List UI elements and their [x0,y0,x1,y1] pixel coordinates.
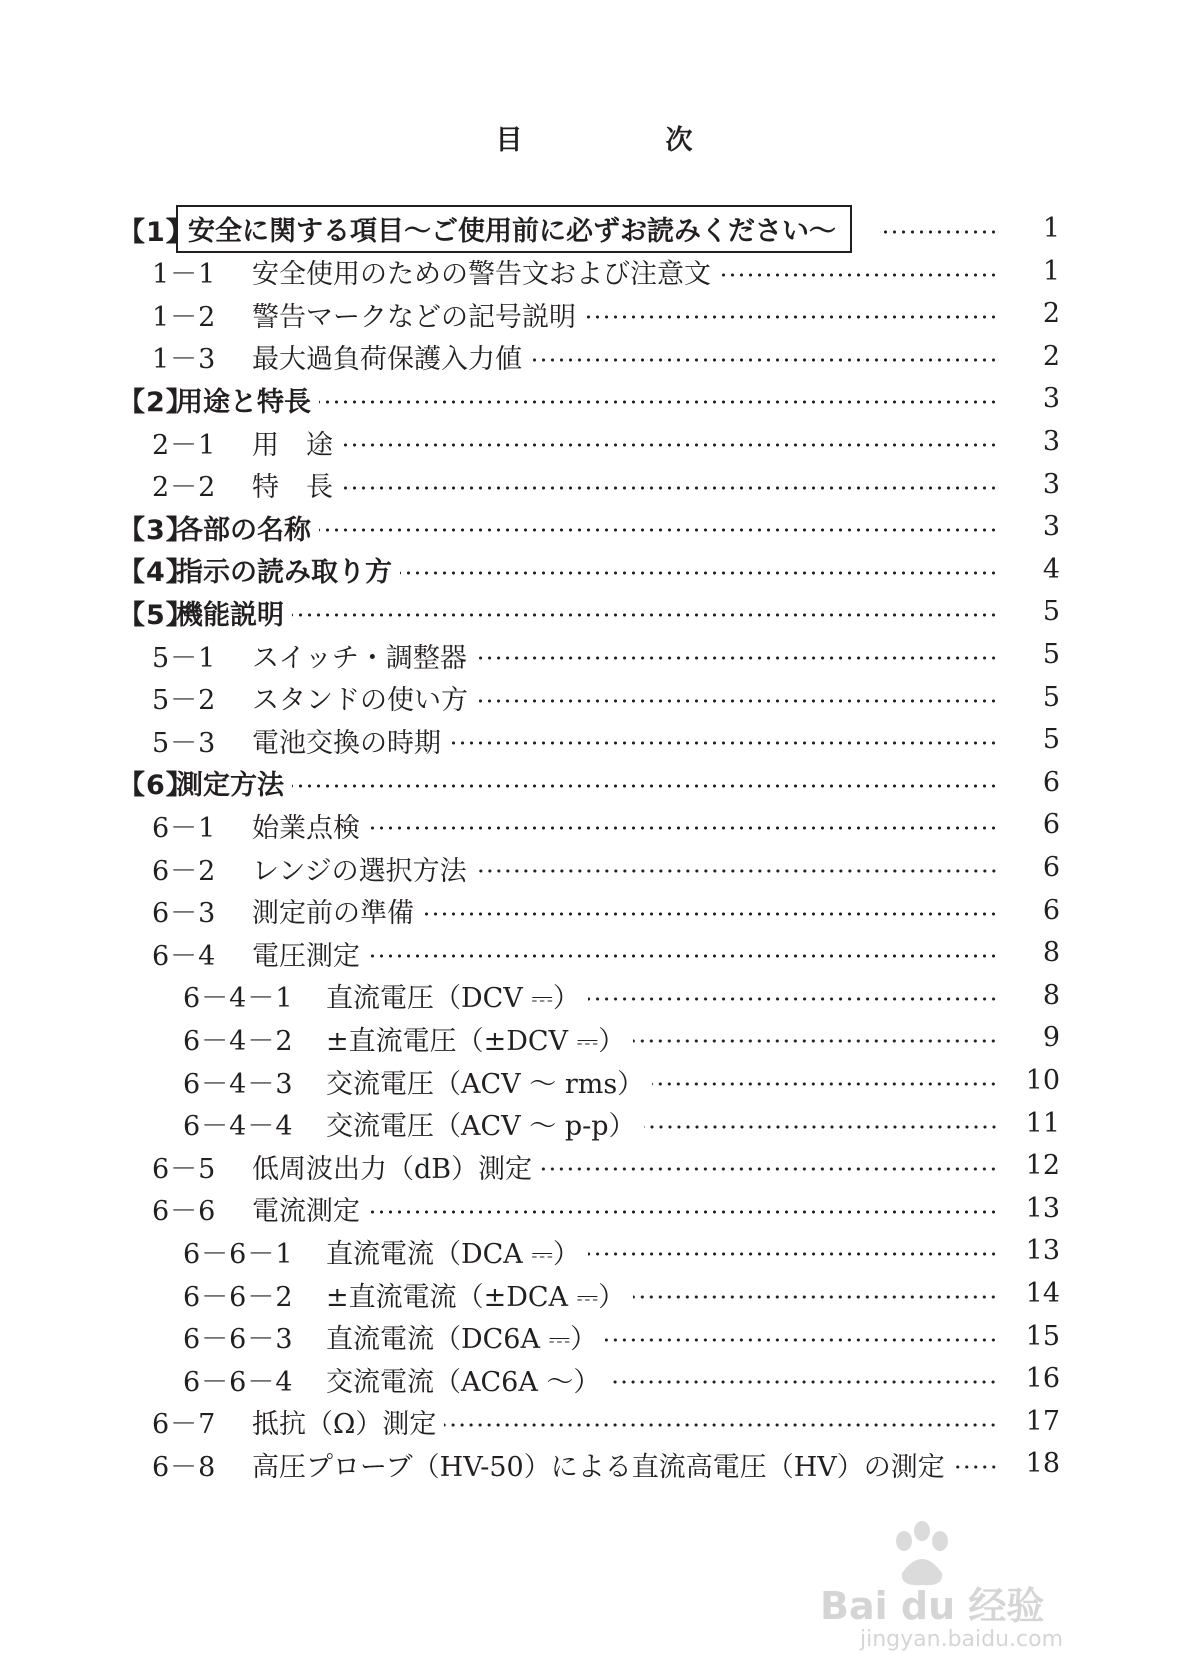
toc-label: 直流電流（DC6A ⎓） [326,1324,598,1356]
toc-row [0,889,1188,933]
toc-row [0,1059,1188,1103]
toc-entry [118,207,998,251]
toc-number: 6－8 [152,1451,217,1483]
watermark-url: jingyan.baidu.com [860,1627,1064,1652]
toc-number: 6－7 [152,1409,217,1441]
toc-number: 【6】 [118,770,194,802]
toc-page-number: 5 [1042,596,1060,628]
toc-label: 交流電圧（ACV ～ rms） [326,1068,645,1100]
toc-entry [152,292,998,336]
dot-leader [444,1423,998,1427]
toc-row [0,1315,1188,1359]
watermark [820,1515,1160,1665]
dot-leader [368,1210,998,1214]
toc-label: 機能説明 [176,599,284,631]
toc-number: 6－6－1 [183,1238,294,1270]
toc-entry [152,846,998,890]
toc-entry [118,505,998,549]
toc-number: 【5】 [118,599,194,631]
toc-page-number: 13 [1025,1192,1060,1224]
toc-row [0,676,1188,720]
watermark-brand: Bai du 经验 [820,1584,1045,1628]
toc-number: 【4】 [118,557,194,589]
dot-leader [719,273,998,277]
toc-label: 電圧測定 [252,940,360,972]
toc-page-number: 2 [1042,340,1060,372]
dot-leader [530,358,998,362]
toc-page-number: 3 [1042,511,1060,543]
toc-page-number: 17 [1025,1405,1060,1437]
toc-number: 1－3 [152,344,217,376]
toc-page-number: 12 [1025,1150,1060,1182]
toc-label: 測定前の準備 [252,898,414,930]
dot-leader [422,912,998,916]
toc-entry [152,676,998,720]
toc-number: 2－2 [152,472,217,504]
toc-entry [183,1016,998,1060]
toc-number: 1－2 [152,301,217,333]
toc-entry [152,931,998,975]
toc-label: 特 長 [252,472,333,504]
dot-leader [368,826,998,830]
toc-row [0,1272,1188,1316]
toc-entry [118,377,998,421]
toc-row [0,1442,1188,1486]
toc-page-number: 4 [1042,553,1060,585]
toc-entry [152,803,998,847]
toc-row [0,974,1188,1018]
toc-page-number: 6 [1042,766,1060,798]
toc-row [0,1229,1188,1273]
toc-entry [152,1400,998,1444]
toc-number: 5－2 [152,685,217,717]
toc-number: 6－3 [152,898,217,930]
page-title: 目 次 [495,125,751,156]
toc-row [0,505,1188,549]
toc-entry [183,1357,998,1401]
dot-leader [292,613,998,617]
toc-row [0,633,1188,677]
dot-leader [633,1039,998,1043]
toc-label: 各部の名称 [176,514,311,546]
toc-page-number: 3 [1042,383,1060,415]
toc-label: ±直流電圧（±DCV ⎓） [326,1025,626,1057]
toc-row [0,1102,1188,1146]
toc-entry [118,761,998,805]
toc-number: 5－1 [152,642,217,674]
toc-entry [152,1144,998,1188]
toc-label: 電流測定 [252,1196,360,1228]
toc-number: 5－3 [152,727,217,759]
toc-label: 交流電圧（ACV ～ p-p） [326,1111,636,1143]
toc-row [0,1187,1188,1231]
toc-label: 直流電流（DCA ⎓） [326,1238,580,1270]
dot-leader [475,656,998,660]
dot-leader [476,699,998,703]
dot-leader [475,869,998,873]
toc-entry [183,1229,998,1273]
dot-leader [400,571,998,575]
toc-number: 6－4－1 [183,983,294,1015]
toc-label: 直流電圧（DCV ⎓） [326,983,580,1015]
toc-row [0,590,1188,634]
toc-page-number: 11 [1025,1107,1060,1139]
toc-entry [183,1059,998,1103]
toc-row [0,846,1188,890]
toc-label: 抵抗（Ω）測定 [252,1409,437,1441]
toc-page-number: 5 [1042,681,1060,713]
toc-entry [152,718,998,762]
toc-page-number: 2 [1042,298,1060,330]
toc-row [0,548,1188,592]
toc-entry [183,1102,998,1146]
toc-row [0,1400,1188,1444]
toc-entry [152,335,998,379]
dot-leader [633,1295,998,1299]
toc-page-number: 8 [1042,937,1060,969]
toc-page-number: 9 [1042,1022,1060,1054]
toc-label: ±直流電流（±DCA ⎓） [326,1281,626,1313]
toc-label: 高圧プローブ（HV-50）による直流高電圧（HV）の測定 [252,1451,945,1483]
toc-entry [183,1272,998,1316]
toc-entry [152,1187,998,1231]
toc-row [0,803,1188,847]
toc-row [0,207,1188,251]
dot-leader [605,1338,998,1342]
toc-label: 安全使用のための警告文および注意文 [252,259,711,291]
dot-leader [449,741,998,745]
toc-label: 始業点検 [252,812,360,844]
toc-row [0,420,1188,464]
dot-leader [584,315,998,319]
toc-number: 1－1 [152,259,217,291]
dot-leader [588,1252,998,1256]
dot-leader [368,954,998,958]
dot-leader [953,1465,998,1469]
toc-row [0,250,1188,294]
toc-entry [118,590,998,634]
toc-page-number: 1 [1042,213,1060,244]
toc-page-number: 3 [1042,468,1060,500]
toc-page-number: 15 [1025,1320,1060,1352]
toc-label: レンジの選択方法 [252,855,467,887]
toc-row [0,1144,1188,1188]
toc-label-boxed: 安全に関する項目～ご使用前に必ずお読みください～ [176,205,852,253]
toc-label: 用途と特長 [176,386,311,418]
toc-label: 警告マークなどの記号説明 [252,301,576,333]
dot-leader [319,528,998,532]
toc-page-number: 16 [1025,1363,1060,1395]
toc-page-number: 18 [1025,1448,1060,1480]
toc-page-number: 6 [1042,852,1060,883]
toc-number: 6－4－2 [183,1025,294,1057]
toc-entry [152,889,998,933]
toc-number: 6－6－4 [183,1366,294,1398]
toc-number: 6－6－2 [183,1281,294,1313]
toc-number: 【1】 [118,216,194,248]
toc-row [0,718,1188,762]
toc-entry [152,420,998,464]
toc-label: 低周波出力（dB）測定 [252,1153,533,1185]
toc-entry [152,463,998,507]
dot-leader [588,997,998,1001]
toc-page-number: 6 [1042,894,1060,926]
toc-label: 指示の読み取り方 [176,557,392,589]
toc-number: 6－4 [152,940,217,972]
dot-leader [319,400,998,404]
toc-number: 6－4－4 [183,1111,294,1143]
toc-page-number: 10 [1025,1065,1060,1096]
toc-label: スイッチ・調整器 [252,642,467,674]
dot-leader [652,1082,998,1086]
toc-page-number: 8 [1042,979,1060,1011]
dot-leader [608,1380,998,1384]
toc-row [0,931,1188,975]
toc-page-number: 6 [1042,809,1060,841]
dot-leader [540,1167,998,1171]
dot-leader [341,443,998,447]
toc-number: 6－6 [152,1196,217,1228]
toc-label: 測定方法 [176,770,284,802]
dot-leader [341,486,998,490]
toc-row [0,761,1188,805]
toc-label: 電池交換の時期 [252,727,441,759]
toc-page-number: 14 [1025,1278,1060,1309]
toc-entry [152,250,998,294]
toc-number: 6－6－3 [183,1324,294,1356]
toc-label: 最大過負荷保護入力値 [252,344,522,376]
toc-number: 【2】 [118,386,194,418]
toc-page-number: 5 [1042,724,1060,756]
toc-entry [118,548,998,592]
toc-entry [183,974,998,1018]
toc-number: 6－2 [152,855,217,887]
toc-row [0,463,1188,507]
toc-row [0,377,1188,421]
toc-page-number: 13 [1025,1235,1060,1267]
toc-number: 6－5 [152,1153,217,1185]
toc-number: 6－4－3 [183,1068,294,1100]
toc-row [0,335,1188,379]
toc-entry [152,1442,998,1486]
toc-entry [183,1315,998,1359]
toc-label: スタンドの使い方 [252,685,468,717]
toc-number: 【3】 [118,514,194,546]
dot-leader [292,784,998,788]
toc-row [0,1357,1188,1401]
toc-page-number: 1 [1042,255,1060,287]
toc-page-number: 3 [1042,426,1060,457]
dot-leader [644,1125,998,1129]
toc-row [0,292,1188,336]
toc-number: 2－1 [152,429,217,461]
toc-page-number: 5 [1042,639,1060,670]
toc-row [0,1016,1188,1060]
toc-number: 6－1 [152,812,217,844]
toc-label: 交流電流（AC6A ～） [326,1366,601,1398]
toc-entry [152,633,998,677]
dot-leader [884,230,998,234]
toc-label: 用 途 [252,429,333,461]
